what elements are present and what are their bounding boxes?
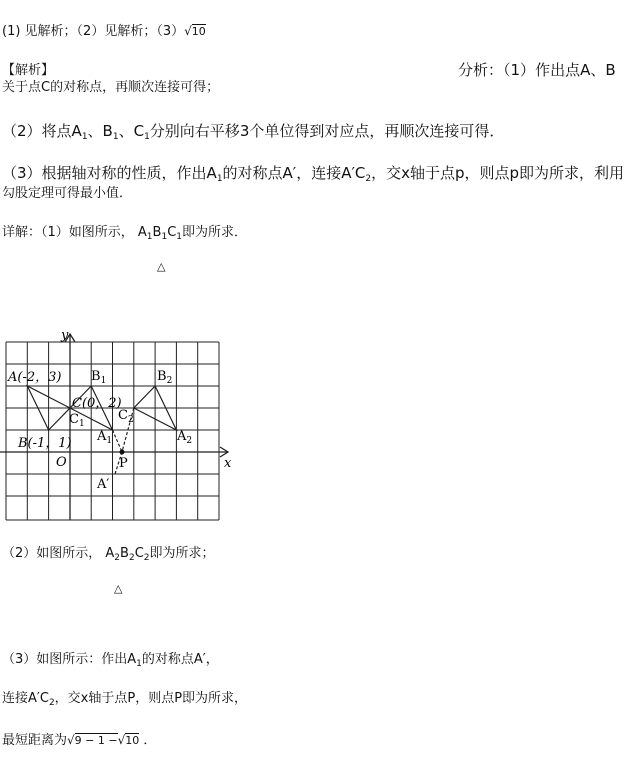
a3-p1: 根据轴对称的性质，作出A <box>41 164 217 182</box>
part2-p4: 即为所求； <box>149 546 215 561</box>
part3-line-3 <box>2 731 156 750</box>
label-c: C(0，2) <box>72 396 122 411</box>
a2-s3: 1 <box>144 132 150 142</box>
origin-label: O <box>56 455 67 470</box>
a3-p2: 的对称点A′，连接A′C <box>222 164 366 182</box>
a3-p3: ，交x轴于点p，则点p即为所求，利用 <box>371 164 625 182</box>
sqrt-symbol-inner: √ <box>117 733 126 747</box>
a2-p2: 、B <box>87 122 113 140</box>
label-b: B(-1，1) <box>18 436 72 451</box>
y-axis-label: y <box>61 328 69 343</box>
sqrt-symbol: √ <box>184 24 192 38</box>
detail-p2: B <box>152 225 162 240</box>
point-p <box>120 450 125 455</box>
part3a-p1: （3）如图所示：作出A <box>2 652 137 667</box>
a2-p1: 将点A <box>41 122 82 140</box>
part2-s3: 2 <box>143 553 150 563</box>
part2-line <box>2 545 215 567</box>
label-a: A(-2，3) <box>8 370 62 385</box>
triangle-mark-1: △ <box>157 260 166 273</box>
detail-p3: C <box>167 225 177 240</box>
sqrt-arg: 10 <box>191 25 206 38</box>
x-axis-label: x <box>224 456 232 471</box>
answer-text: (1) 见解析；（2）见解析；（3） <box>2 24 185 39</box>
jiexi-label: 【解析】 <box>2 63 55 78</box>
part3b-s1: 2 <box>48 698 55 708</box>
part2-s1: 2 <box>114 553 121 563</box>
a2-s1: 1 <box>81 132 88 142</box>
part3c-sqrt1: 9 − 1 − <box>74 734 118 747</box>
sqrt-symbol-outer: √ <box>67 733 75 747</box>
label-b2: $B_2$ <box>157 369 173 386</box>
a3-s1: 1 <box>216 174 223 184</box>
triangle-mark-2: △ <box>114 582 123 595</box>
a2-n: 3 <box>239 122 250 140</box>
analysis-tail: 关于点C的对称点，再顺次连接可得； <box>2 80 220 95</box>
part2-p2: B <box>120 546 129 561</box>
a2-p3: 、C <box>118 122 145 140</box>
analysis-num: （1） <box>503 61 536 79</box>
detail-p1: 详解：（1）如图所示， A <box>2 225 147 240</box>
part2-s2: 2 <box>128 553 135 563</box>
part3-line-2 <box>2 690 247 712</box>
part3c-p2: ． <box>139 733 157 748</box>
label-c2: $C_2$ <box>118 408 134 425</box>
a3-num: （3） <box>2 164 42 182</box>
analysis-head: 作出点A、B <box>535 61 616 79</box>
part2-p3: C <box>134 546 144 561</box>
label-b1: $B_1$ <box>91 369 107 386</box>
detail-p4: 即为所求． <box>182 225 248 240</box>
label-a2: $A_2$ <box>177 429 193 446</box>
a2-p5: 个单位得到对应点，再顺次连接可得． <box>249 122 505 140</box>
analysis-3-tail: 勾股定理可得最小值． <box>2 186 133 201</box>
part3b-p2: ，交x轴于点P，则点P即为所求， <box>54 691 248 706</box>
analysis-2 <box>2 122 504 146</box>
part2-p1: （2）如图所示， A <box>2 546 115 561</box>
detail-s1: 1 <box>146 232 153 242</box>
a2-num: （2） <box>2 122 42 140</box>
part3b-p1: 连接A′C <box>2 691 49 706</box>
analysis-label: 分析： <box>458 61 504 79</box>
part3c-p1: 最短距离为 <box>2 733 68 748</box>
analysis-line <box>458 61 616 79</box>
answer-line <box>2 22 206 41</box>
label-a-prime: A′ <box>97 477 110 492</box>
label-a1: $A_1$ <box>97 429 113 446</box>
label-c1: $C_1$ <box>69 412 85 429</box>
coordinate-graph <box>0 326 240 526</box>
axes <box>0 334 228 520</box>
part3a-s1: 1 <box>136 659 142 669</box>
part3c-sqrt2: 10 <box>125 734 140 747</box>
part3a-p2: 的对称点A′， <box>141 652 219 667</box>
detail-s3: 1 <box>176 232 182 242</box>
part3-line-1 <box>2 651 219 673</box>
label-p: P <box>119 456 128 471</box>
detail-s2: 1 <box>161 232 168 242</box>
a2-s2: 1 <box>112 132 119 142</box>
detail-line <box>2 224 247 246</box>
a3-s2: 2 <box>365 174 372 184</box>
a2-p4: 分别向右平移 <box>149 122 240 140</box>
